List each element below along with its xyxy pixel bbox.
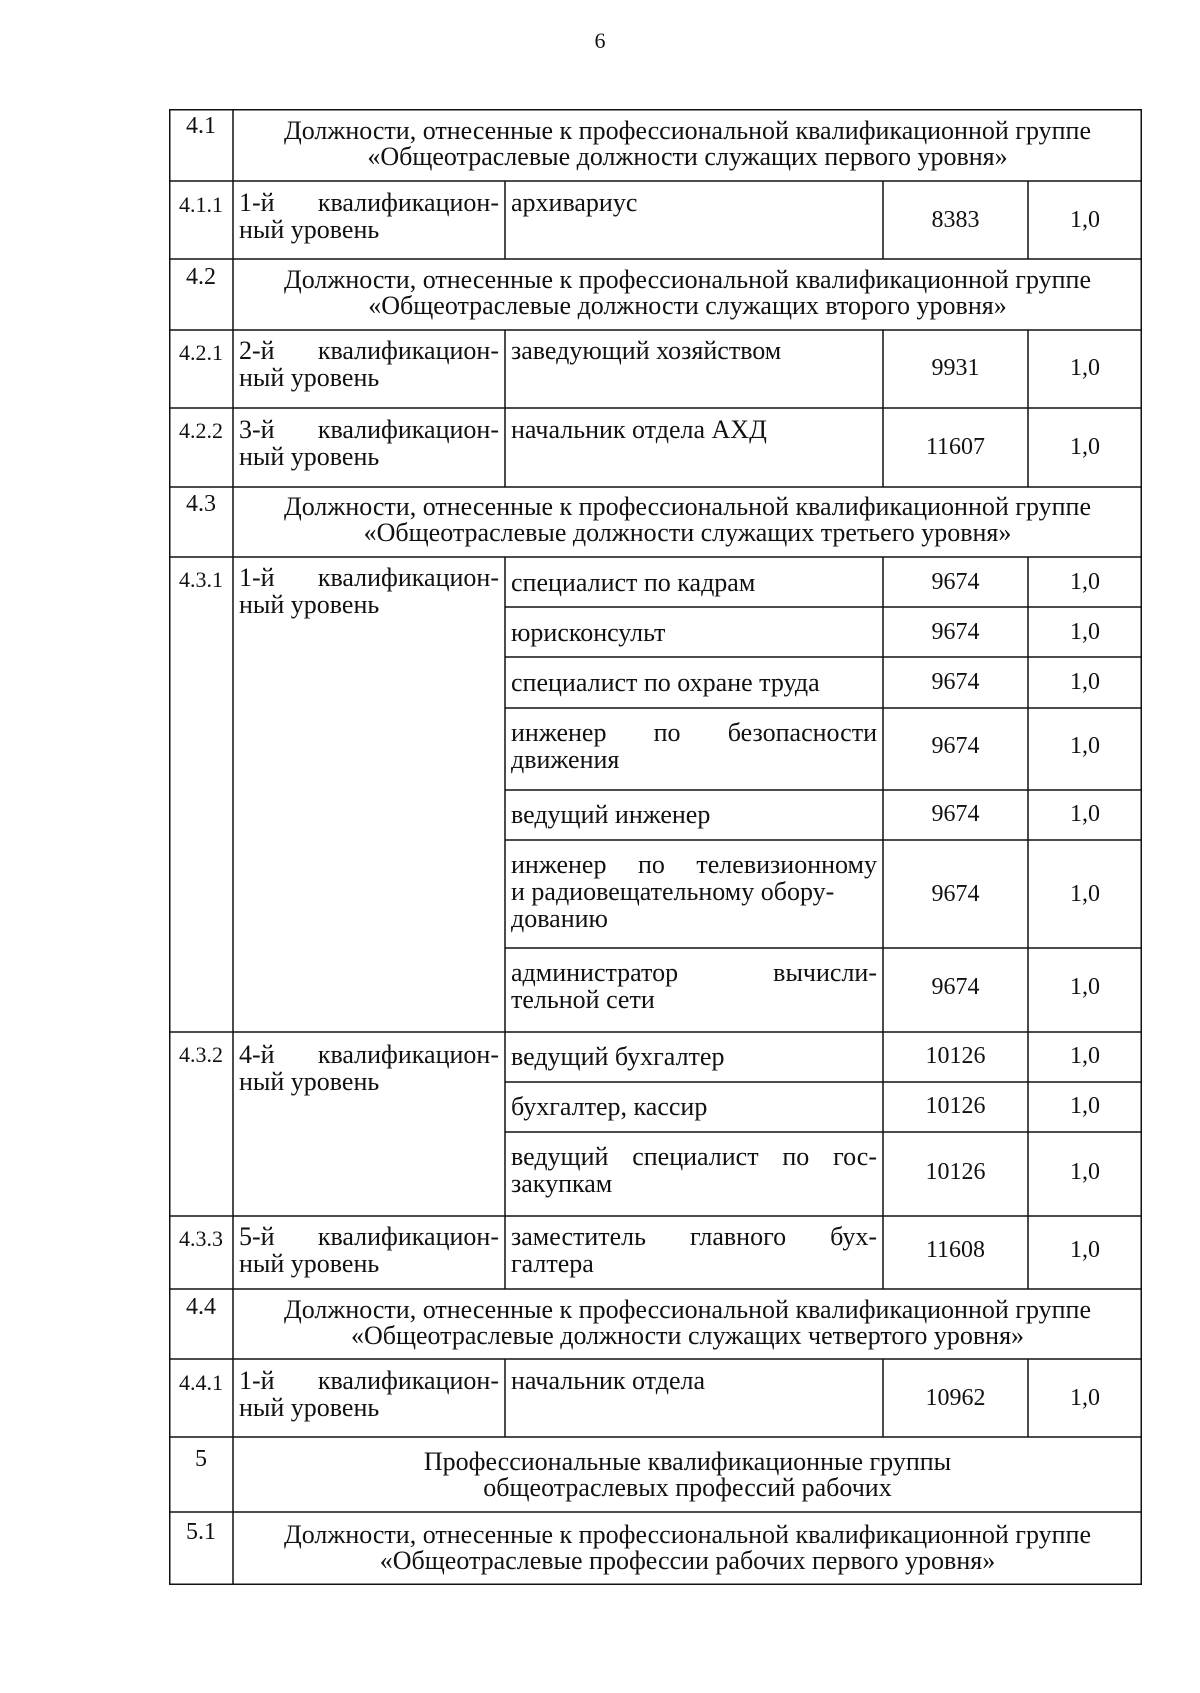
coef-traffic-engineer: 1,0: [1070, 733, 1100, 759]
position-word: бух-: [830, 1222, 877, 1251]
position-word: телевизионному: [696, 850, 877, 879]
row-4-3-1-number: 4.3.1: [179, 567, 223, 592]
level-word: квалификацион-: [317, 415, 499, 444]
row-4-2-1-salary: 9931: [931, 355, 980, 381]
table-grid-lines: [169, 109, 1142, 1585]
row-4-2-heading-line2: «Общеотраслевые должности служащих второго уровня»: [368, 291, 1007, 320]
salary-tv-engineer: 9674: [931, 881, 980, 907]
row-4-1-1-position: архивариус: [511, 188, 638, 217]
row-4-4-heading-line2: «Общеотраслевые должности служащих четвертого уровня»: [350, 1321, 1025, 1350]
salary-lead-accountant: 10126: [925, 1043, 986, 1069]
level-word: 1-й: [239, 563, 275, 592]
row-4-1-1-salary: 8383: [931, 207, 980, 233]
row-4-2-1-position: заведующий хозяйством: [511, 336, 782, 365]
position-network-admin-line2: тельной сети: [511, 985, 655, 1014]
row-4-4-1-position: начальник отдела: [511, 1366, 706, 1395]
position-accountant-cashier: бухгалтер, кассир: [511, 1092, 708, 1121]
position-procurement-specialist-line2: закупкам: [511, 1169, 613, 1198]
position-word: главного: [690, 1222, 787, 1251]
row-4-4-heading-line1: Должности, отнесенные к профессиональной квалификационной группе: [283, 1295, 1091, 1324]
row-5-1-number: 5.1: [186, 1519, 216, 1545]
row-4-1-1-level-line1: [239, 189, 499, 216]
coef-legal-counsel: 1,0: [1070, 619, 1100, 645]
row-4-3-3-salary: 11608: [925, 1237, 986, 1263]
level-word: 5-й: [239, 1222, 275, 1251]
salary-table: [169, 109, 1142, 1585]
row-5-heading-line1: Профессиональные квалификационные группы: [423, 1447, 952, 1476]
row-5-number: 5: [195, 1446, 207, 1472]
row-4-1-1-number: 4.1.1: [179, 192, 223, 217]
row-4-1-1-level-line2: ный уровень: [239, 215, 380, 244]
position-labor-safety: специалист по охране труда: [511, 668, 820, 697]
coef-tv-engineer: 1,0: [1070, 881, 1100, 907]
position-word: вычисли-: [773, 958, 877, 987]
row-4-1-number: 4.1: [186, 113, 216, 139]
row-4-2-2-salary: 11607: [925, 434, 986, 460]
salary-lead-engineer: 9674: [931, 801, 980, 827]
row-4-3-3-number: 4.3.3: [179, 1226, 223, 1251]
position-traffic-engineer-line2: движения: [511, 745, 620, 774]
position-lead-accountant: ведущий бухгалтер: [511, 1042, 725, 1071]
row-4-4-1-level-line1: [239, 1367, 499, 1394]
level-word: 4-й: [239, 1040, 275, 1069]
row-4-2-1-level-line2: ный уровень: [239, 363, 380, 392]
level-word: квалификацион-: [317, 1222, 499, 1251]
coef-lead-engineer: 1,0: [1070, 801, 1100, 827]
row-4-2-number: 4.2: [186, 264, 216, 290]
row-4-4-1-coefficient: 1,0: [1070, 1385, 1100, 1411]
position-word: гос-: [833, 1142, 877, 1171]
position-word: безопасности: [727, 718, 877, 747]
coef-lead-accountant: 1,0: [1070, 1043, 1100, 1069]
coef-network-admin: 1,0: [1070, 974, 1100, 1000]
position-specialist-hr: специалист по кадрам: [511, 568, 756, 597]
row-4-3-3-coefficient: 1,0: [1070, 1237, 1100, 1263]
salary-labor-safety: 9674: [931, 669, 980, 695]
row-4-4-1-number: 4.4.1: [179, 1370, 223, 1395]
row-5-heading-line2: общеотраслевых профессий рабочих: [483, 1473, 892, 1502]
row-4-1-heading-line1: Должности, отнесенные к профессиональной квалификационной группе: [283, 116, 1091, 145]
position-word: администратор: [511, 958, 679, 987]
level-word: 1-й: [239, 1366, 275, 1395]
position-word: ведущий: [511, 1142, 609, 1171]
row-4-4-number: 4.4: [186, 1294, 216, 1320]
salary-specialist-hr: 9674: [931, 569, 980, 595]
row-4-3-2-level-line2: ный уровень: [239, 1067, 380, 1096]
row-4-3-2-level-line1: [239, 1041, 499, 1068]
level-word: 2-й: [239, 336, 275, 365]
position-word: заместитель: [511, 1222, 647, 1251]
position-word: инженер: [511, 718, 607, 747]
row-4-3-1-level-line2: ный уровень: [239, 590, 380, 619]
position-tv-engineer-line1: [511, 851, 877, 878]
page-number: 6: [594, 28, 606, 53]
salary-network-admin: 9674: [931, 974, 980, 1000]
row-5-1-heading-line2: «Общеотраслевые профессии рабочих первого уровня»: [379, 1546, 996, 1575]
position-lead-engineer: ведущий инженер: [511, 800, 711, 829]
row-4-1-heading-line2: «Общеотраслевые должности служащих первого уровня»: [367, 142, 1008, 171]
row-4-3-3-position-line1: [511, 1223, 877, 1250]
position-tv-engineer-line3: дованию: [511, 904, 608, 933]
level-word: 1-й: [239, 188, 275, 217]
position-word: инженер: [511, 850, 607, 879]
row-4-2-2-position: начальник отдела АХД: [511, 415, 767, 444]
level-word: квалификацион-: [317, 336, 499, 365]
salary-accountant-cashier: 10126: [925, 1093, 986, 1119]
coef-procurement-specialist: 1,0: [1070, 1159, 1100, 1185]
position-procurement-specialist-line1: [511, 1143, 877, 1170]
coef-accountant-cashier: 1,0: [1070, 1093, 1100, 1119]
position-traffic-engineer-line1: [511, 719, 877, 746]
level-word: квалификацион-: [317, 1040, 499, 1069]
row-4-3-number: 4.3: [186, 491, 216, 517]
position-tv-engineer-line2: и радиовещательному обору-: [511, 877, 835, 906]
row-4-3-3-level-line1: [239, 1223, 499, 1250]
row-4-2-1-coefficient: 1,0: [1070, 355, 1100, 381]
row-4-2-2-level-line1: [239, 416, 499, 443]
row-4-2-heading-line1: Должности, отнесенные к профессиональной квалификационной группе: [283, 265, 1091, 294]
row-4-3-2-number: 4.3.2: [179, 1042, 223, 1067]
salary-procurement-specialist: 10126: [925, 1159, 986, 1185]
level-word: квалификацион-: [317, 1366, 499, 1395]
row-4-1-1-coefficient: 1,0: [1070, 207, 1100, 233]
position-network-admin-line1: [511, 959, 877, 986]
position-word: по: [637, 850, 665, 879]
position-legal-counsel: юрисконсульт: [511, 618, 666, 647]
row-4-2-2-level-line2: ный уровень: [239, 442, 380, 471]
position-word: по: [782, 1142, 810, 1171]
coef-specialist-hr: 1,0: [1070, 569, 1100, 595]
salary-legal-counsel: 9674: [931, 619, 980, 645]
row-4-4-1-level-line2: ный уровень: [239, 1393, 380, 1422]
row-4-3-heading-line2: «Общеотраслевые должности служащих третьего уровня»: [363, 518, 1012, 547]
coef-labor-safety: 1,0: [1070, 669, 1100, 695]
row-4-2-2-number: 4.2.2: [179, 418, 223, 443]
position-word: по: [653, 718, 681, 747]
level-word: квалификацион-: [317, 188, 499, 217]
position-word: специалист: [632, 1142, 759, 1171]
level-word: 3-й: [239, 415, 275, 444]
salary-traffic-engineer: 9674: [931, 733, 980, 759]
row-4-2-1-level-line1: [239, 337, 499, 364]
row-5-1-heading-line1: Должности, отнесенные к профессиональной квалификационной группе: [283, 1520, 1091, 1549]
row-4-3-heading-line1: Должности, отнесенные к профессиональной квалификационной группе: [283, 492, 1091, 521]
row-4-3-3-level-line2: ный уровень: [239, 1249, 380, 1278]
row-4-3-3-position-line2: галтера: [511, 1249, 594, 1278]
row-4-4-1-salary: 10962: [925, 1385, 986, 1411]
row-4-2-1-number: 4.2.1: [179, 340, 223, 365]
row-4-2-2-coefficient: 1,0: [1070, 434, 1100, 460]
row-4-3-1-level-line1: [239, 564, 499, 591]
level-word: квалификацион-: [317, 563, 499, 592]
